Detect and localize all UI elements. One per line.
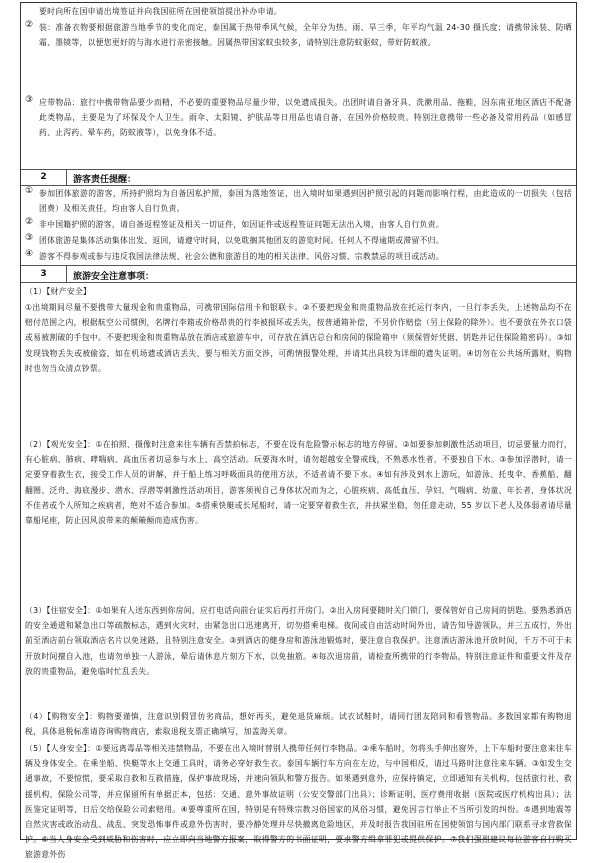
sightseeing-safety-text: （2）【观光安全】：①在拍照、摄像时注意来往车辆有否禁拍标志，不要在设有危险警示标志的地方停留。②如要参加刺激性活动项目，切忌要量力而行，有心脏病、肺病、哮喘病、高血压者切忌参与水上、高空活动。玩要海水时，请勿超越安全警戒线，不熟悉水性者，不要独自下水。③参加浮潜时，请一定要穿着救生衣，接受工作人员的讲解，并于船上练习呼吸面具的使用方法，不适者请不要下水。④如有涉及到水上游玩，如游泳、托曳伞、香蕉船、翻翻圈、泛舟、海底漫步、潜水、浮潜等刺激性活动项目，游客须视自己身体状况而为之，心脏疾病、高低血压、孕妇、气喘病、幼童、年长者，身体状况不佳者或个人所知之疾病者，绝对不适合参加。⑤搭乘快艇或长尾船时，请一定要穿着救生衣，并扶紧坐稳，勿任意走动，55 岁以下老人及体弱者请尽量靠船尾座，防止因风浪带来的颠簸颠而造成伤害。 [25,440,572,526]
list-item-foreign-passport [21,217,572,232]
section-2-header-row [21,170,576,186]
item-marker: ③ [24,233,34,243]
list-item-belongings [21,95,572,141]
list-item-group-activity [21,233,572,248]
row-travel-tips [21,3,576,170]
personal-safety-text: （5）【人身安全】：①要远离毒品等相关违禁物品，不要在出入境时替别人携带任何行李物品。②乘车船时，勿将头手伸出窗外，上下车船时要注意来往车辆及身体安全。在乘坐船、快艇等水上交通工具时，请务必穿好救生衣。泰国车辆行车方向在左边，与中国相反，请过马路时注意往来车辆。③如发生交通事故，不要惊慌，要采取自救和互救措施，保护事故现场，并速向领队和警方报告。如果遇到意外，应保持镇定，立即通知有关机构，包括旅行社、救援机构、保险公司等，并应保留所有单据正本，包括：交通、意外事故证明（公安交警部门出具）；诊断证明、医疗费用收据（医院或医疗机构出具）；法医鉴定证明等，日后交给保险公司索赔用。④要尊重所在国，特别是有特殊宗教习俗国家的风俗习惯，避免因言行举止不当所引发的纠纷。⑤遇到地震等自然灾害或政治动乱、战乱、突发恐怖事件或意外伤害时，要冷静处理并尽快撤离危险地区，并及时报告我国驻所在国使领馆与国内部门联系寻求营救保护。⑥当人身安全受到威胁和伤害时，应立即向当地警方报案，取得警方的书面证明，要求警方缉拿罪犯或提供保护。⑦我们强烈建议每位游客自行购买旅游意外伤 [25,744,572,860]
property-safety-text: ①出境期间尽量不要携带大量现金和贵重物品，可携带国际信用卡和银联卡。②不要把现金和贵重物品放在托运行李内，一旦行李丢失，上述物品均不在赔付范围之内，根据航空公司惯例，名牌行李箱或价格昂贵的行李被损坏或丢失，按普通箱补偿，不另价作赔偿（另上保险的除外）。也不要放在外衣口袋或易被割破的手包中。不要把现金和贵重物品放在酒店或旅游车中，可存放在酒店总台和房间的保险箱中（须保管好凭据、钥匙并记住保险箱密码）。③如发现钱物丢失或被偷盗，如在机场遗或酒店丢失，要与相关方面交涉，可酌情报警处理，并请其出具较为详细的遗失证明。④切勿在公共场所露财，购物时也勿当众清点钞票。 [25,303,572,373]
item-marker: ① [24,186,34,196]
list-item-prohibited-activities [21,249,572,264]
continued-text: 要时向所在国申请出境签证并向我国驻所在国使领馆提出补办申请。 [39,7,282,16]
section-3-header-row [21,266,576,283]
item-marker: ③ [24,95,34,105]
section-2-number: 2 [40,172,47,182]
list-item-clothing [21,20,572,50]
item-marker: ④ [24,249,34,259]
item-text: 团体旅游是集体活动集体出发、返回，请遵守时间，以免耽搁其他团友的游览时间。任何人不得逾期或滞留不归。 [39,236,444,245]
column-divider [66,266,67,282]
column-divider [66,170,67,185]
item-marker: ② [24,217,34,227]
item-text: 参加团体旅游的游客，所持护照均为自备因私护照，泰国为落地签证，出入境时如果遇到因护照引起的问题而影响行程，由此造成的一切损失（包括团费）及相关责任，均由客人自行负责。 [39,189,572,214]
list-item-passport [21,186,572,216]
item-text: 应带物品：旅行中携带物品要少而精，不必要的重要物品尽量少带，以免遗成损失。出团时请自备牙具、洗漱用品、拖鞋，因东南亚地区酒店不配备此类物品，主要是为了环保及个人卫生。雨伞、太阳镜、护肤品等日用品也请自备，在国外价格较贵。特别注意携带一些必备及常用药品（如感冒药、止泻药、晕车药，防蚊液等），以免身体不适。 [39,98,572,138]
section-2-body-row [21,186,576,266]
item-marker: ② [24,20,34,30]
section-3-heading: 旅游安全注意事项： [73,272,155,282]
table-frame [20,2,577,860]
section-3-body-row [21,283,576,860]
accommodation-safety-text: （3）【住宿安全】：①如果有人送东西到你房间，应打电话向前台证实后再打开房门。②出入房间要随时关门锁门，要保管好自己房间的钥匙。要熟悉酒店的安全通道和紧急出口等疏散标志，遇到火灾时，由紧急出口迅速离开，切勿搭乘电梯。夜间或自由活动时间外出，请告知导游领队，并三五成行，外出前至酒店前台领取酒店名片以免迷路，且特别注意安全。③到酒店的健身房和游泳池锻炼时，要注意自我保护。注意酒店游泳池开放时间，千万不可于未开放时间擅自入池，也请勿单独一人游泳，晕后请休息片刻方下水，以免抽筋。④每次退房前，请检查所携带的行李物品，特别注意证件和重要文件及存放的贵重物品，避免临时忙乱丢失。 [25,606,572,676]
item-text: 游客不得参观或参与违反我国法律法规、社会公德和旅游目的地的相关法律、风俗习惯、宗教禁忌的项目或活动。 [39,252,444,261]
section-2-heading: 游客责任提醒： [73,175,137,185]
item-text: 非中国籍护照的游客，请自备返程签证及相关一切证件，如因证件或返程签证问题无法出入境，由客人自行负责。 [39,220,444,229]
property-safety-heading: （1）【财产安全】 [25,287,92,296]
shopping-safety-text: （4）【购物安全】：购物要谨慎，注意识别假冒仿劣商品，想好再买，避免退货麻烦。试衣试鞋时，请同行团友陪同和看管物品。多数国家都有购物退税，具体退税标准请咨询购物商店，索取退税支票正确填写，加盖海关章。 [25,712,572,737]
section-3-number: 3 [40,269,47,279]
item-text: 装：准备衣物要根据旅游当地季节的变化而定，泰国属于热带季风气候，全年分为热、雨、旱三季，年平均气温 24-30 摄氏度；请携带泳装、防晒霜、墨镜等，以便您更好的与海水进行亲密接触。因属热带国家蚊虫较多，请特别注意防蚊驱蚊，带好防蚊液。 [39,23,572,48]
